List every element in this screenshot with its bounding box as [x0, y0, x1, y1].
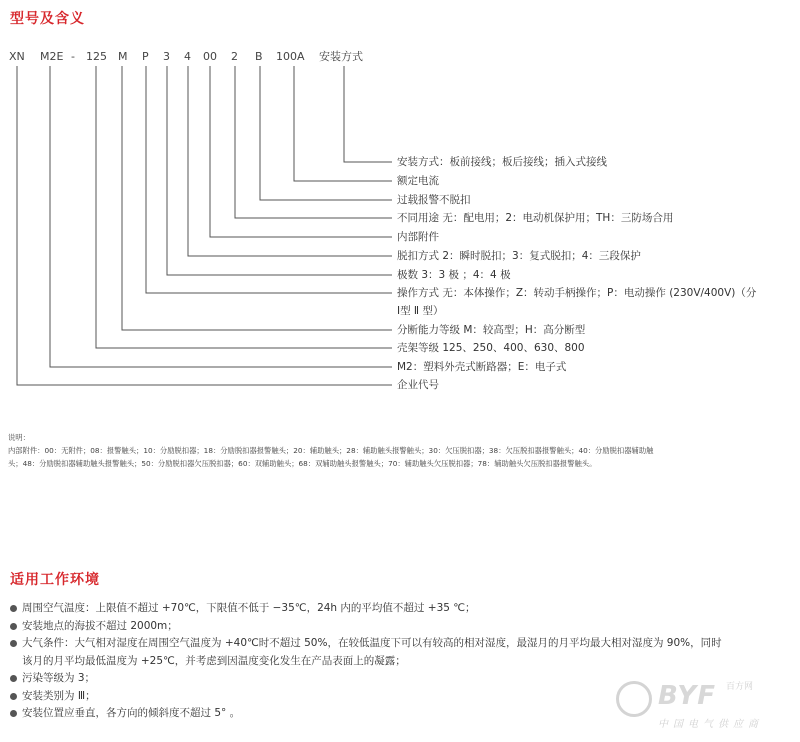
legend-install-mode: 安装方式：板前接线；板后接线；插入式接线	[397, 156, 607, 168]
code-2: 2	[231, 50, 238, 63]
watermark-tagline: 中国电气供应商	[658, 719, 763, 730]
list-item: 大气条件：大气相对湿度在周围空气温度为 +40℃时不超过 50%，在较低温度下可以有较高的相对湿度，最湿月的月平均最大相对湿度为 90%，同时	[10, 635, 795, 653]
bullet-icon	[10, 623, 17, 630]
list-item: 污染等级为 3；	[10, 670, 795, 688]
legend-company: 企业代号	[397, 379, 439, 391]
connector-line	[96, 66, 392, 348]
section-title-environment: 适用工作环境	[10, 572, 100, 588]
connector-line	[260, 66, 392, 200]
bullet-icon	[10, 693, 17, 700]
legend-type: M2：塑料外壳式断路器；E：电子式	[397, 361, 567, 373]
connector-line	[122, 66, 392, 330]
code-p: P	[142, 50, 149, 63]
connector-line	[294, 66, 392, 181]
list-item: 安装地点的海拔不超过 2000m；	[10, 618, 795, 636]
code-xn: XN	[9, 50, 25, 63]
code-m: M	[118, 50, 128, 63]
legend-poles: 极数 3：3 极 ；4：4 极	[397, 269, 511, 281]
legend-breaking: 分断能力等级 M：较高型；H：高分断型	[397, 324, 586, 336]
bullet-icon	[10, 675, 17, 682]
legend-operation-cont: Ⅰ型 Ⅱ 型）	[397, 305, 444, 317]
legend-overload: 过载报警不脱扣	[397, 194, 471, 206]
connector-line	[210, 66, 392, 237]
list-item: 安装位置应垂直，各方向的倾斜度不超过 5° 。	[10, 705, 795, 723]
code-install: 安装方式	[319, 50, 363, 63]
code-100a: 100A	[276, 50, 305, 63]
legend-rated-current: 额定电流	[397, 175, 439, 187]
notes-line: 内部附件：00：无附件；08：报警触头；10：分励脱扣器；18：分励脱扣器报警触头；20：辅助触头；28：辅助触头报警触头；30：欠压脱扣器；38：欠压脱扣器报警触头；40：分励脱扣器辅助触	[8, 446, 654, 455]
watermark	[616, 677, 786, 732]
notes	[8, 431, 798, 470]
code-m2e: M2E	[40, 50, 64, 63]
connector-line	[188, 66, 392, 256]
legend-frame: 壳架等级 125、250、400、630、800	[397, 342, 585, 354]
code-125: 125	[86, 50, 107, 63]
connector-line	[50, 66, 392, 367]
code-b: B	[255, 50, 263, 63]
bullet-icon	[10, 640, 17, 647]
watermark-brand-cn: 百方网	[726, 682, 754, 692]
legend-accessories: 内部附件	[397, 231, 439, 243]
notes-line: 头；48：分励脱扣器辅助触头报警触头；50：分励脱扣器欠压脱扣器；60：双辅助触头；68：双辅助触头报警触头；70：辅助触头欠压脱扣器；78：辅助触头欠压脱扣器报警触头。	[8, 459, 597, 468]
code-4: 4	[184, 50, 191, 63]
connector-line	[235, 66, 392, 218]
notes-heading: 说明：	[8, 433, 30, 442]
connector-line	[17, 66, 392, 385]
list-item: 安装类别为 Ⅲ；	[10, 688, 795, 706]
watermark-brand: BYF	[658, 681, 716, 711]
bullet-icon	[10, 605, 17, 612]
legend-operation: 操作方式 无：本体操作；Z：转动手柄操作；P：电动操作 (230V/400V)（分	[397, 287, 757, 299]
code-00: 00	[203, 50, 217, 63]
code-dash: -	[71, 50, 75, 63]
list-item: 周围空气温度：上限值不超过 +70℃，下限值不低于 −35℃，24h 内的平均值不超过 +35 ℃；	[10, 600, 795, 618]
watermark-logo-icon	[616, 681, 652, 717]
list-item-continuation: 该月的月平均最低温度为 +25℃，并考虑到因温度变化发生在产品表面上的凝露；	[22, 654, 406, 667]
code-3: 3	[163, 50, 170, 63]
legend-usage: 不同用途 无：配电用；2：电动机保护用；TH：三防场合用	[397, 212, 674, 224]
section-title-model: 型号及含义	[10, 11, 85, 27]
connector-line	[344, 66, 392, 162]
legend-trip-mode: 脱扣方式 2：瞬时脱扣；3：复式脱扣；4：三段保护	[397, 250, 641, 262]
connector-line	[167, 66, 392, 275]
bullet-icon	[10, 710, 17, 717]
connector-line	[146, 66, 392, 293]
